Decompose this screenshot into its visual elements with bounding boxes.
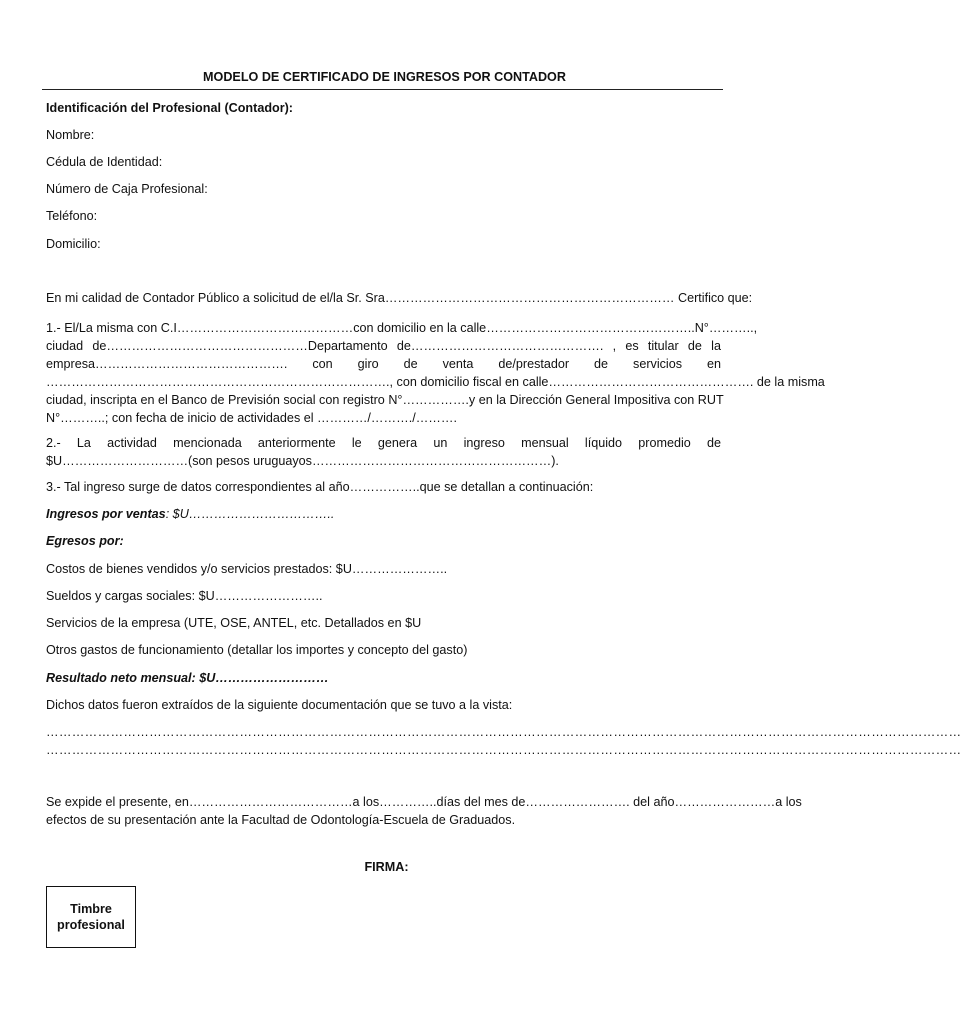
stamp-line: profesional — [57, 918, 125, 932]
field-telefono: Teléfono: — [46, 209, 98, 223]
document-title: MODELO DE CERTIFICADO DE INGRESOS POR CONTADOR — [203, 70, 566, 84]
expense-item: Servicios de la empresa (UTE, OSE, ANTEL, etc. Detallados en $U — [46, 616, 422, 630]
dotted-line: …………………………………………………………………………………………………………………………………………………………………………………………… — [46, 743, 961, 757]
point1-line: ciudad de…………………………………………Departamento de………………………………………. , es titular de la — [46, 339, 721, 353]
dotted-line: …………………………………………………………………………………………………………………………………………………………………………………………… — [46, 725, 961, 739]
net-result: Resultado neto mensual: $U……………………… — [46, 671, 329, 685]
point1-line: ………………………………………………………………………., con domicilio fiscal en calle…………………………………………. de la misma — [46, 375, 825, 389]
point1-line: empresa………………………………………. con giro de venta de/prestador de servicios en — [46, 357, 721, 371]
identification-heading: Identificación del Profesional (Contador): — [46, 101, 293, 115]
signature-label: FIRMA: — [364, 860, 409, 874]
income-label: Ingresos por ventas — [46, 507, 166, 521]
field-domicilio: Domicilio: — [46, 237, 101, 251]
point1-line: 1.- El/La misma con C.I……………………………………con domicilio en la calle…………………………………………..N°……….., — [46, 321, 758, 335]
point1-line: ciudad, inscripta en el Banco de Previsión social con registro N°…………….y en la Dirección General Impositiva con RUT — [46, 393, 724, 407]
point2-line: $U…………………………(son pesos uruguayos…………………………………………………). — [46, 454, 559, 468]
intro-paragraph: En mi calidad de Contador Público a solicitud de el/la Sr. Sra…………………………………………………………… Certifico que: — [46, 291, 753, 305]
income-row — [46, 507, 334, 521]
expense-item: Otros gastos de funcionamiento (detallar los importes y concepto del gasto) — [46, 643, 468, 657]
issued-line: efectos de su presentación ante la Facultad de Odontología-Escuela de Graduados. — [46, 813, 516, 827]
documentation-paragraph: Dichos datos fueron extraídos de la siguiente documentación que se tuvo a la vista: — [46, 698, 513, 712]
stamp-line: Timbre — [70, 902, 112, 916]
title-underline — [42, 89, 723, 90]
expense-item: Costos de bienes vendidos y/o servicios prestados: $U………………….. — [46, 562, 448, 576]
field-caja-profesional: Número de Caja Profesional: — [46, 182, 208, 196]
point3-paragraph: 3.- Tal ingreso surge de datos correspondientes al año……………..que se detallan a continuación: — [46, 480, 594, 494]
point2-line: 2.- La actividad mencionada anteriormente le genera un ingreso mensual líquido promedio de — [46, 436, 721, 450]
field-cedula: Cédula de Identidad: — [46, 155, 163, 169]
issued-line: Se expide el presente, en…………………………………a los…………..días del mes de……………………. del año……………………a los — [46, 795, 802, 809]
point1-line: N°………..; con fecha de inicio de actividades el …………/………./………. — [46, 411, 457, 425]
expense-item: Sueldos y cargas sociales: $U…………………….. — [46, 589, 323, 603]
field-nombre: Nombre: — [46, 128, 95, 142]
expenses-heading: Egresos por: — [46, 534, 124, 548]
stamp-box — [46, 886, 136, 948]
income-value: : $U…………………………….. — [165, 507, 335, 521]
